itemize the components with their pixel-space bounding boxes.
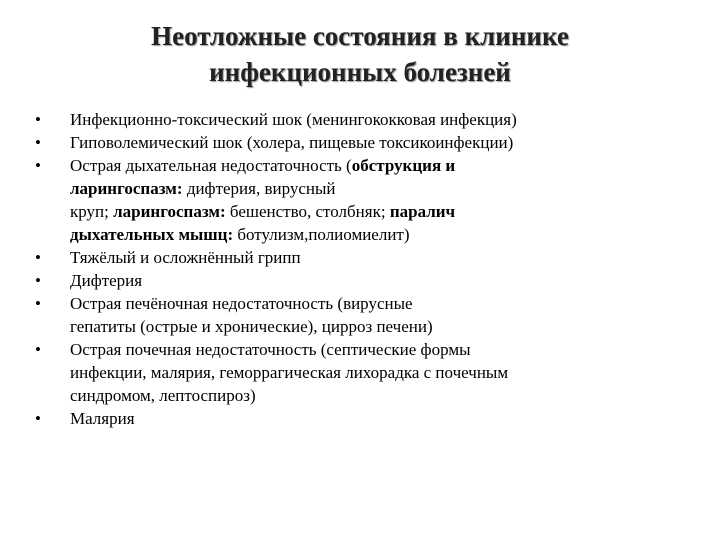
item-text: Острая печёночная недостаточность (вирусные bbox=[70, 294, 413, 313]
list-item bbox=[22, 292, 702, 338]
item-text-bold: ларингоспазм: bbox=[70, 179, 183, 198]
title-line-1: Неотложные состояния в клинике bbox=[151, 21, 569, 51]
item-text: Малярия bbox=[70, 409, 135, 428]
bullet-icon: • bbox=[35, 156, 41, 175]
list-item bbox=[22, 407, 702, 430]
list-item bbox=[22, 269, 702, 292]
item-text: бешенство, столбняк; bbox=[225, 202, 390, 221]
item-text-bold: обструкция и bbox=[351, 156, 456, 175]
bullet-icon: • bbox=[35, 110, 41, 129]
item-text: Дифтерия bbox=[70, 271, 143, 290]
list-item bbox=[22, 131, 702, 154]
item-text-bold: дыхательных мышц: bbox=[70, 225, 234, 244]
item-text: инфекции, малярия, геморрагическая лихорадка с почечным bbox=[70, 363, 509, 382]
list-item bbox=[22, 154, 702, 246]
item-text: Острая дыхательная недостаточность ( bbox=[70, 156, 352, 175]
title-line-2: инфекционных болезней bbox=[209, 57, 511, 87]
bullet-icon: • bbox=[35, 133, 41, 152]
bullet-icon: • bbox=[35, 340, 41, 359]
item-text: Гиповолемический шок (холера, пищевые токсикоинфекции) bbox=[70, 133, 514, 152]
bullet-list bbox=[22, 108, 702, 430]
bullet-icon: • bbox=[35, 248, 41, 267]
item-text: ботулизм,полиомиелит) bbox=[233, 225, 410, 244]
bullet-icon: • bbox=[35, 409, 41, 428]
item-text: круп; bbox=[70, 202, 114, 221]
item-text: Инфекционно-токсический шок (менингококковая инфекция) bbox=[70, 110, 517, 129]
item-text: Тяжёлый и осложнённый грипп bbox=[70, 248, 301, 267]
list-item bbox=[22, 246, 702, 269]
bullet-icon: • bbox=[35, 271, 41, 290]
list-item bbox=[22, 338, 702, 407]
list-item bbox=[22, 108, 702, 131]
item-text: Острая почечная недостаточность (септические формы bbox=[70, 340, 471, 359]
bullet-icon: • bbox=[35, 294, 41, 313]
item-text: гепатиты (острые и хронические), цирроз печени) bbox=[70, 317, 433, 336]
item-text-bold: ларингоспазм: bbox=[113, 202, 226, 221]
slide-title bbox=[60, 18, 660, 90]
item-text: синдромом, лептоспироз) bbox=[70, 386, 256, 405]
item-text: дифтерия, вирусный bbox=[182, 179, 336, 198]
item-text-bold: паралич bbox=[389, 202, 456, 221]
